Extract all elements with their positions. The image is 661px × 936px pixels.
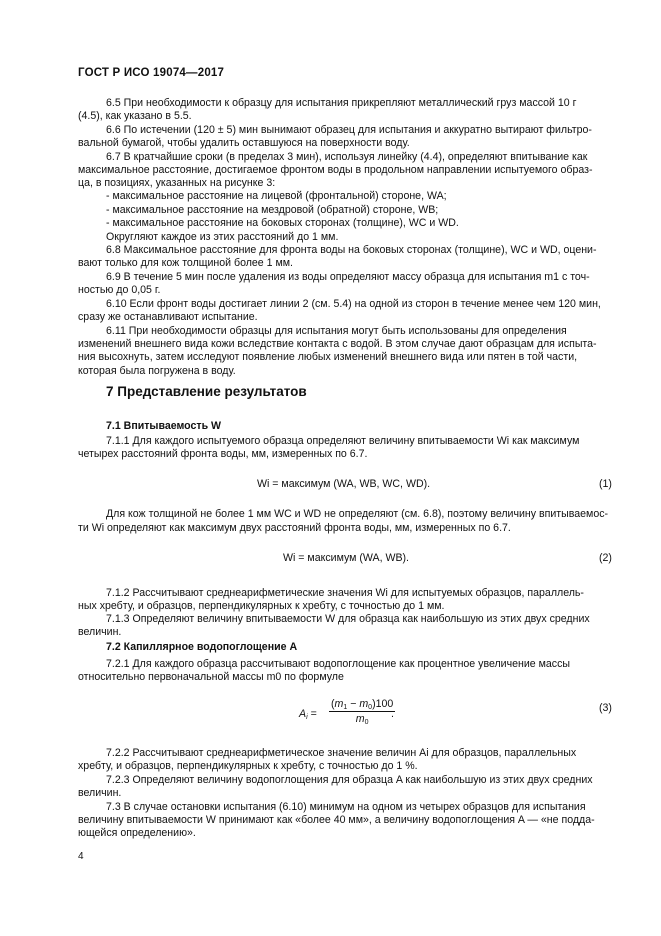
subsection-heading: 7.1 Впитываемость W bbox=[106, 420, 222, 432]
subsection-heading: 7.2 Капиллярное водопоглощение A bbox=[106, 641, 298, 653]
text-line: максимальное расстояние, достигаемое фронтом воды в продольном направлении испытуемого образ- bbox=[78, 164, 593, 176]
text-line: 7.1.3 Определяют величину впитываемости W для образца как наибольшую из этих двух средних bbox=[106, 613, 590, 625]
text-line: ца, в позициях, указанных на рисунке 3: bbox=[78, 177, 276, 189]
text-line: которая была погружена в воду. bbox=[78, 365, 236, 377]
formula: Wi = максимум (WA, WB). bbox=[283, 552, 409, 564]
page-number: 4 bbox=[78, 851, 84, 862]
text-line: вают только для кож толщиной более 1 мм. bbox=[78, 257, 293, 269]
text-line: сразу же останавливают испытание. bbox=[78, 311, 258, 323]
text-line: 6.11 При необходимости образцы для испытания могут быть использованы для определения bbox=[106, 325, 567, 337]
text-line: Для кож толщиной не более 1 мм WC и WD не определяют (см. 6.8), поэтому величину впитываемос- bbox=[106, 508, 609, 520]
text-line: величину впитываемости W принимают как «более 40 мм», а величину водопоглощения A — «не подда- bbox=[78, 814, 595, 826]
text-line: 7.2.2 Рассчитывают среднеарифметическое значение величин Ai для образцов, параллельных bbox=[106, 747, 577, 759]
text-line: 6.7 В кратчайшие сроки (в пределах 3 мин), используя линейку (4.4), определяют впитывание как bbox=[106, 151, 588, 163]
equation-number: (1) bbox=[599, 478, 612, 490]
text-line: 6.9 В течение 5 мин после удаления из воды определяют массу образца для испытания m1 с точ- bbox=[106, 271, 590, 283]
text-line: 7.1.1 Для каждого испытуемого образца определяют величину впитываемости Wi как максимум bbox=[106, 435, 580, 447]
text-line: - максимальное расстояние на мездровой (обратной) стороне, WB; bbox=[106, 204, 439, 216]
text-line: ющейся определению». bbox=[78, 827, 196, 839]
text-line: величин. bbox=[78, 787, 122, 799]
text-line: относительно первоначальной массы m0 по формуле bbox=[78, 671, 344, 683]
text-line: 6.5 При необходимости к образцу для испытания прикрепляют металлический груз массой 10 г bbox=[106, 97, 577, 109]
text-line: ностью до 0,05 г. bbox=[78, 284, 161, 296]
text-line: 7.2.3 Определяют величину водопоглощения для образца A как наибольшую из этих двух средних bbox=[106, 774, 593, 786]
text-line: 7.3 В случае остановки испытания (6.10) минимум на одном из четырех образцов для испытания bbox=[106, 801, 586, 813]
text-line: хребту, и образцов, перпендикулярных к хребту, с точностью до 1 %. bbox=[78, 760, 418, 772]
text-line: - максимальное расстояние на боковых сторонах (толщине), WC и WD. bbox=[106, 217, 459, 229]
equation-number: (2) bbox=[599, 552, 612, 564]
equation-number: (3) bbox=[599, 702, 612, 714]
text-line: ти Wi определяют как максимум двух расстояний фронта воды, мм, измеренных по 6.7. bbox=[78, 522, 511, 534]
text-line: (4.5), как указано в 5.5. bbox=[78, 110, 192, 122]
document-header: ГОСТ Р ИСО 19074—2017 bbox=[78, 67, 225, 79]
section-heading: 7 Представление результатов bbox=[106, 384, 307, 399]
text-line: ния высохнуть, затем исследуют появление любых изменений внешнего вида или пятен в той части, bbox=[78, 351, 578, 363]
text-line: величин. bbox=[78, 626, 122, 638]
text-line: 7.2.1 Для каждого образца рассчитывают водопоглощение как процентное увеличение массы bbox=[106, 658, 570, 670]
text-line: 7.1.2 Рассчитывают среднеарифметические значения Wi для испытуемых образцов, параллель- bbox=[106, 587, 584, 599]
formula: Wi = максимум (WA, WB, WC, WD). bbox=[257, 478, 431, 490]
text-line: четырех расстояний фронта воды, мм, измеренных по 6.7. bbox=[78, 448, 368, 460]
document-page: ГОСТ Р ИСО 19074—2017 6.5 При необходимости к образцу для испытания прикрепляют металлический груз массой 10 г (4.5), как указано в 5.5. 6.6 По истечении (120 ± 5) мин вынимают образец для испытания и аккуратно вытирают фильтро- вальной бумагой, чтобы удалить оставшуюся на поверхности воду. 6.7 В кратчайшие сроки (в пределах 3 мин), используя линейку (4.4), определяют впитывание как максимальное расстояние, достигаемое фронтом воды в продольном направлении испытуемого образ- ца, в позициях, указанных на рисунке 3: - максимальное расстояние на лицевой (фронтальной) стороне, WA; - максимальное расстояние на мездровой (обратной) стороне, WB; - максимальное расстояние на боковых сторонах (толщине), WC и WD. Округляют каждое из этих расстояний до 1 мм. 6.8 Максимальное расстояние для фронта воды на боковых сторонах (толщине), WC и WD, оцени- вают только для кож толщиной более 1 мм. 6.9 В течение 5 мин после удаления из воды определяют массу образца для испытания m1 с точ- ностью до 0,05 г. 6.10 Если фронт воды достигает линии 2 (см. 5.4) на одной из сторон в течение менее чем 120 мин, сразу же останавливают испытание. 6.11 При необходимости образцы для испытания могут быть использованы для определения изменений внешнего вида кожи вследствие контакта с водой. В этом случае дают образцам для испыта- ния высохнуть, затем исследуют появление любых изменений внешнего вида или пятен в той части, которая была погружена в воду. 7 Представление результатов 7.1 Впитываемость W 7.1.1 Для каждого испытуемого образца определяют величину впитываемости Wi как максимум четырех расстояний фронта воды, мм, измеренных по 6.7. Wi = максимум (WA, WB, WC, WD). (1) Для кож толщиной не более 1 мм WC и WD не определяют (см. 6.8), поэтому величину впитываемос- ти Wi определяют как максимум двух расстояний фронта воды, мм, измеренных по 6.7. Wi = максимум (WA, WB). (2) 7.1.2 Рассчитывают среднеарифметические значения Wi для испытуемых образцов, параллель- ных хребту, и образцов, перпендикулярных к хребту, с точностью до 1 мм. 7.1.3 Определяют величину впитываемости W для образца как наибольшую из этих двух средних величин. 7.2 Капиллярное водопоглощение A 7.2.1 Для каждого образца рассчитывают водопоглощение как процентное увеличение массы относительно первоначальной массы m0 по формуле $A_i$ = $\frac{(m_1 - m_0)100}{m_0}$ . (3) 7.2.2 Рассчитывают среднеарифметическое значение величин Ai для образцов, параллельных хребту, и образцов, перпендикулярных к хребту, с точностью до 1 %. 7.2.3 Определяют величину водопоглощения для образца A как наибольшую из этих двух средних величин. 7.3 В случае остановки испытания (6.10) минимум на одном из четырех образцов для испытания величину впитываемости W принимают как «более 40 мм», а величину водопоглощения A — «не подда- ющейся определению». 4 bbox=[78, 67, 612, 862]
text-line: ных хребту, и образцов, перпендикулярных к хребту, с точностью до 1 мм. bbox=[78, 600, 445, 612]
text-line: изменений внешнего вида кожи вследствие контакта с водой. В этом случае дают образцам для испыта- bbox=[78, 338, 597, 350]
text-line: 6.10 Если фронт воды достигает линии 2 (см. 5.4) на одной из сторон в течение менее чем 120 мин, bbox=[106, 298, 601, 310]
text-line: 6.8 Максимальное расстояние для фронта воды на боковых сторонах (толщине), WC и WD, оцени- bbox=[106, 244, 597, 256]
text-line: Округляют каждое из этих расстояний до 1 мм. bbox=[106, 231, 339, 243]
text-line: вальной бумагой, чтобы удалить оставшуюся на поверхности воду. bbox=[78, 137, 410, 149]
text-line: 6.6 По истечении (120 ± 5) мин вынимают образец для испытания и аккуратно вытирают фильтро- bbox=[106, 124, 592, 136]
text-line: - максимальное расстояние на лицевой (фронтальной) стороне, WA; bbox=[106, 190, 447, 202]
